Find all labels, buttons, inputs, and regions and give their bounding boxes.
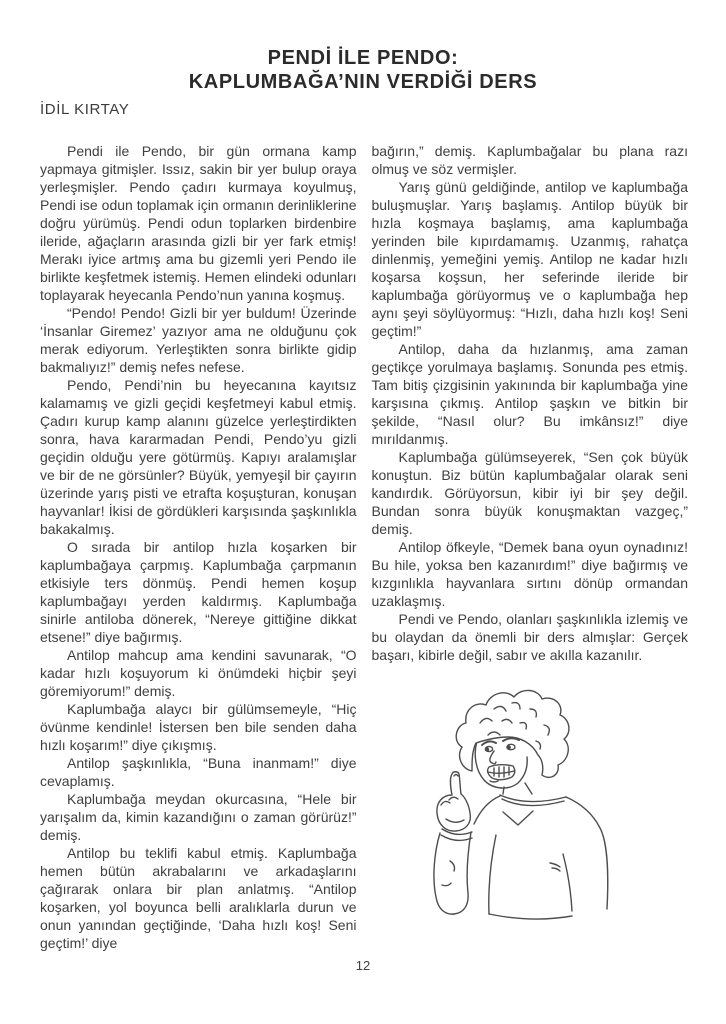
story-paragraph: Antilop, daha da hızlanmış, ama zaman geçtikçe yorulmaya başlamış. Sonunda pes etmiş. Tam bitiş çizgisinin yakınında bir kaplumbağa yine karşısına çıkmış. Antilop şaşkın ve bitkin bir şekilde, “Nasıl olur? Bu imkânsız!” diye mırıldanmış.: [371, 341, 688, 447]
page-number: 12: [355, 958, 371, 973]
story-paragraph: Kaplumbağa alaycı bir gülümsemeyle, “Hiç övünme kendinle! İstersen ben bile senden daha hızlı koşarım!” diye çıkışmış.: [40, 701, 357, 753]
story-paragraph: “Pendo! Pendo! Gizli bir yer buldum! Üzerinde ‘İnsanlar Giremez’ yazıyor ama ne olduğunu çok merak ediyorum. Yerleştikten sonra birlikte gidip bakmalıyız!” demiş nefes nefese.: [40, 305, 357, 375]
story-paragraph: O sırada bir antilop hızla koşarken bir kaplumbağaya çarpmış. Kaplumbağa çarpmanın etkisiyle ters dönmüş. Pendi hemen koşup kaplumbağayı yerden kaldırmış. Kaplumbağa sinirle antiloba dönerek, “Nereye gittiğine dikkat etsene!” diye bağırmış.: [40, 539, 357, 645]
story-paragraph: Antilop şaşkınlıkla, “Buna inanmam!” diye cevaplamış.: [40, 755, 357, 789]
story-paragraph: Antilop mahcup ama kendini savunarak, “O kadar hızlı koşuyorum ki önümdeki hiçbir şeyi göremiyorum!” demiş.: [40, 647, 357, 699]
story-paragraph: Pendo, Pendi’nin bu heyecanına kayıtsız kalamamış ve gizli geçidi keşfetmeyi kabul etmiş. Çadırı kurup kamp alanını güzelce yerleştirdikten sonra, hava kararmadan Pendi, Pendo’yu gizli geçidin olduğu yere götürmüş. Kapıyı aralamışlar ve bir de ne görsünler? Büyük, yemyeşil bir çayırın üzerinde yarış pisti ve etrafta koşuşturan, konuşan hayvanlar! İkisi de gördükleri karşısında şaşkınlıkla bakakalmış.: [40, 377, 357, 537]
story-paragraph: Yarış günü geldiğinde, antilop ve kaplumbağa buluşmuşlar. Yarış başlamış. Antilop büyük bir hızla koşmaya başlamış, ama kaplumbağa yerinden bile kıpırdamamış. Uzanmış, rahatça dinlenmiş, yemeğini yemiş. Antilop ne kadar hızlı koşarsa koşsun, her seferinde ileride bir kaplumbağa görüyormuş ve o kaplumbağa hep aynı şeyi söylüyormuş: “Hızlı, daha hızlı koş! Seni geçtim!”: [371, 179, 688, 339]
title-line-2: KAPLUMBAĞA’NIN VERDİĞİ DERS: [188, 71, 538, 93]
story-paragraph: Pendi ile Pendo, bir gün ormana kamp yapmaya gitmişler. Issız, sakin bir yer bulup oraya yerleşmişler. Pendo çadırı kurmaya koyulmuş, Pendi ise odun toplamak için ormanın derinliklerine doğru yürümüş. Pendi odun toplarken birdenbire ileride, ağaçların arasında gizli bir yer fark etmiş! Merakı iyice artmış ama bu gizemli yeri Pendo ile birlikte keşfetmek istemiş. Hemen elindeki odunları toplayarak heyecanla Pendo’nun yanına koşmuş.: [40, 143, 357, 303]
title-line-1: PENDİ İLE PENDO:: [267, 47, 459, 69]
story-title: [0, 46, 726, 94]
curly-haired-boy-pointing-up-icon: [432, 683, 614, 940]
author-name: İDİL KIRTAY: [40, 101, 130, 118]
page-footer: [0, 958, 726, 973]
story-paragraph: Pendi ve Pendo, olanları şaşkınlıkla izlemiş ve bu olaydan da önemli bir ders almışlar: Gerçek başarı, kibirle değil, sabır ve akılla kazanılır.: [371, 611, 688, 663]
story-paragraph: Kaplumbağa meydan okurcasına, “Hele bir yarışalım da, kimin kazandığını o zaman görürüz!” demiş.: [40, 791, 357, 843]
story-paragraph: Antilop öfkeyle, “Demek bana oyun oynadınız! Bu hile, yoksa ben kazanırdım!” diye bağırmış ve kızgınlıkla hayvanlara sırtını dönüp ormandan uzaklaşmış.: [371, 539, 688, 609]
story-paragraph: bağırın,” demiş. Kaplumbağalar bu plana razı olmuş ve söz vermişler.: [371, 143, 688, 177]
story-paragraph: Kaplumbağa gülümseyerek, “Sen çok büyük konuştun. Biz bütün kaplumbağalar olarak seni kandırdık. Görüyorsun, kibir iyi bir şey değil. Bundan sonra büyük konuşmaktan vazgeç,” demiş.: [371, 449, 688, 537]
story-left-column: [40, 142, 357, 952]
story-paragraph: Antilop bu teklifi kabul etmiş. Kaplumbağa hemen bütün akrabalarını ve arkadaşlarını çağırarak onlara bir plan anlatmış. “Antilop koşarken, yol boyunca belli aralıklarla durun ve onun yanından geçtiğinde, ‘Daha hızlı koş! Seni geçtim!’ diye: [40, 845, 357, 951]
